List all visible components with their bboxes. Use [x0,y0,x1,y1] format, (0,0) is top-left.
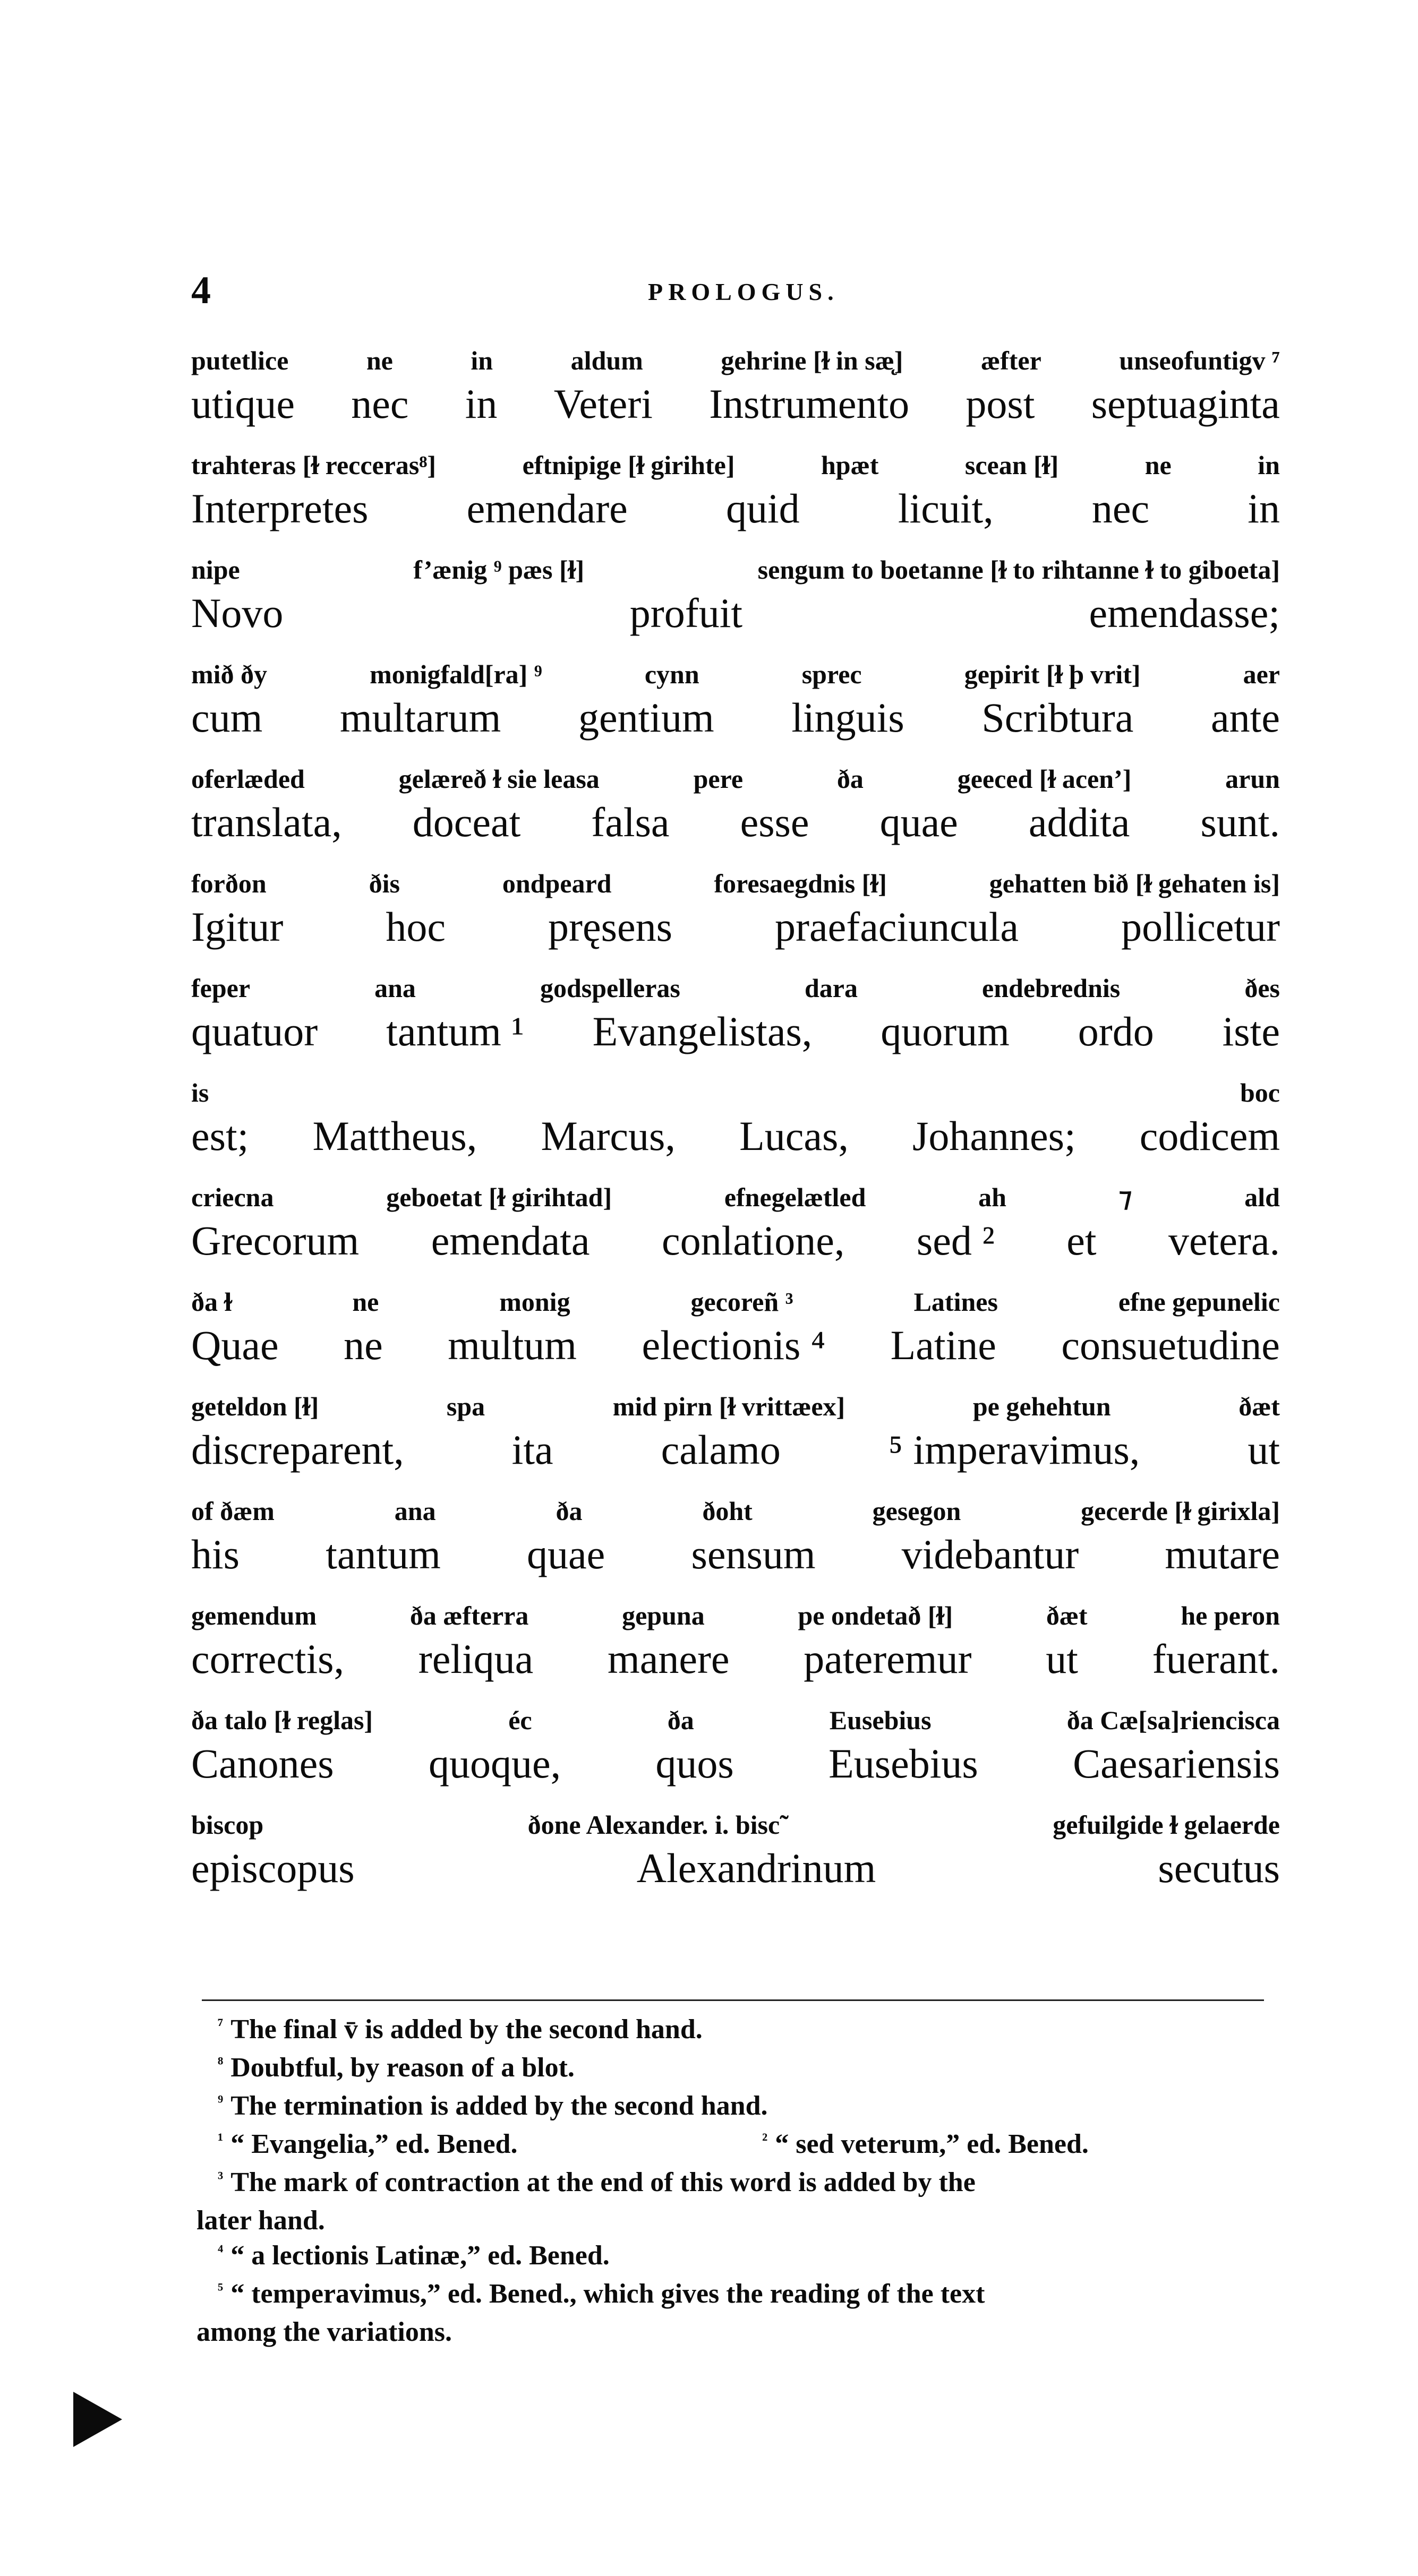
footnote-rule [202,1999,1264,2001]
interlinear-pair [191,973,1280,1074]
gloss-word: gehatten bið [ɫ gehaten is] [989,869,1280,898]
interlinear-pair [191,763,1280,864]
gloss-word: pe ondetað [ɫ] [798,1601,953,1630]
gloss-word: forðon [191,869,267,898]
gloss-word: of ðæm [191,1496,275,1526]
latin-word: Quae [191,1322,279,1368]
footnote-mark: ¹ [218,2130,224,2150]
gloss-word: in [471,346,493,375]
gloss-word: geboetat [ɫ girihtad] [386,1182,612,1212]
latin-word: gentium [578,694,714,741]
latin-word: videbantur [901,1531,1079,1577]
gloss-word: monigfald[ra] ⁹ [370,659,542,689]
gloss-word: cynn [644,659,699,689]
latin-word: est; [191,1113,249,1159]
gloss-word: criecna [191,1182,274,1212]
gloss-word: scean [ɫ] [964,450,1059,480]
gloss-word: ne [366,346,393,375]
interlinear-pair [191,1391,1280,1492]
footnote-row [197,2127,1285,2165]
gloss-word: putetlice [191,346,289,375]
latin-word: vetera. [1168,1217,1280,1264]
gloss-word: spa [446,1392,485,1421]
footnote-mark: ⁸ [218,2054,224,2073]
gloss-word: trahteras [ɫ recceras⁸] [191,450,437,480]
latin-word: et [1066,1217,1097,1264]
gloss-word: ne [352,1287,379,1317]
latin-text-line [191,1321,1280,1375]
gloss-word: gelæreð ɫ sie leasa [398,764,600,794]
footnote-mark: ⁵ [218,2280,224,2299]
latin-word: multarum [340,694,501,741]
latin-word: Lucas, [739,1113,849,1159]
latin-word: Johannes; [912,1113,1076,1159]
gloss-word: ne [1144,450,1172,480]
latin-word: quae [879,799,958,845]
footnote-text: The termination is added by the second hand. [230,2091,768,2121]
footnote-continuation: among the variations. [197,2317,452,2347]
footnote-mark: ² [762,2130,768,2150]
interlinear-pair [191,1809,1280,1910]
latin-text-line [191,485,1280,538]
gloss-word: ða [836,764,864,794]
gloss-word: boc [1240,1078,1280,1107]
latin-word: translata, [191,799,342,845]
interlinear-pair [191,1077,1280,1178]
gloss-word: godspelleras [540,973,680,1003]
latin-word: Igitur [191,904,284,950]
interlinear-pair [191,345,1280,446]
latin-word: quae [527,1531,605,1577]
latin-word: conlatione, [662,1217,845,1264]
footnote-continuation: later hand. [197,2205,325,2236]
old-english-gloss-line [191,1600,1280,1633]
gloss-word: æfter [981,346,1041,375]
latin-word: Interpretes [191,485,369,531]
latin-text-line [191,1844,1280,1897]
footnote-text: “ a lectionis Latinæ,” ed. Bened. [230,2240,610,2271]
old-english-gloss-line [191,450,1280,483]
latin-word: ante [1211,694,1280,741]
gloss-word: feper [191,973,251,1003]
latin-word: ne [344,1322,383,1368]
latin-text-line [191,1426,1280,1479]
latin-word: Caesariensis [1073,1740,1280,1787]
interlinear-pair [191,1182,1280,1283]
latin-word: tantum ¹ [386,1008,524,1054]
gloss-word: pe gehehtun [972,1392,1111,1421]
interlinear-pair [191,659,1280,760]
footnote-mark: ⁴ [218,2242,224,2261]
latin-word: nec [1091,485,1150,531]
footnote [197,2238,1285,2277]
old-english-gloss-line [191,973,1280,1006]
latin-word: ita [511,1427,553,1473]
footnote-text: “ Evangelia,” ed. Bened. [230,2129,518,2159]
old-english-gloss-line [191,1286,1280,1319]
latin-word: cum [191,694,263,741]
gloss-word: ða [667,1705,694,1735]
gloss-word: efne gepunelic [1118,1287,1280,1317]
latin-word: Canones [191,1740,334,1787]
latin-word: manere [608,1636,730,1682]
gloss-word: dara [804,973,858,1003]
gloss-word: gemendum [191,1601,317,1630]
gloss-word: ða æfterra [409,1601,529,1630]
latin-word: fuerant. [1152,1636,1280,1682]
interlinear-pair [191,450,1280,551]
gloss-word: Eusebius [829,1705,932,1735]
latin-word: septuaginta [1091,381,1280,427]
gloss-word: is [191,1078,209,1107]
gloss-word: ana [394,1496,436,1526]
latin-text-line [191,1531,1280,1584]
gloss-word: pere [693,764,744,794]
footnote-text: “ temperavimus,” ed. Bened., which gives the reading of the text [230,2279,985,2309]
latin-word: ⁵ imperavimus, [888,1427,1140,1473]
gloss-word: ða talo [ɫ reglas] [191,1705,373,1735]
interlinear-pair [191,1496,1280,1596]
latin-word: quorum [881,1008,1010,1054]
gloss-word: aldum [570,346,643,375]
latin-word: falsa [591,799,670,845]
latin-word: Marcus, [541,1113,676,1159]
gloss-word: aer [1243,659,1280,689]
latin-word: linguis [791,694,904,741]
latin-text-line [191,798,1280,852]
latin-text-line [191,903,1280,956]
pointing-hand-icon [73,2392,122,2447]
latin-word: Latine [890,1322,996,1368]
latin-word: profuit [629,590,743,636]
footnote [197,2012,1285,2050]
latin-text-line [191,1008,1280,1061]
interlinear-pair [191,554,1280,655]
gloss-word: sprec [801,659,862,689]
gloss-word: efnegelætled [724,1182,866,1212]
latin-text-line [191,694,1280,747]
latin-word: ut [1046,1636,1078,1682]
latin-word: licuit, [898,485,994,531]
latin-word: ordo [1078,1008,1154,1054]
latin-word: post [966,381,1035,427]
gloss-word: gepuna [622,1601,705,1630]
page-header [0,268,1418,311]
latin-word: Grecorum [191,1217,360,1264]
footnote-text: Doubtful, by reason of a blot. [230,2053,575,2083]
footnote [197,2165,1285,2203]
old-english-gloss-line [191,763,1280,796]
latin-word: discreparent, [191,1427,404,1473]
latin-word: in [1248,485,1280,531]
latin-word: codicem [1139,1113,1280,1159]
gloss-word: gecerde [ɫ girixla] [1081,1496,1280,1526]
gloss-word: ða [556,1496,583,1526]
gloss-word: ðæt [1238,1392,1280,1421]
gloss-word: geteldon [ɫ] [191,1392,319,1421]
latin-word: quatuor [191,1008,318,1054]
gloss-word: oferlæded [191,764,305,794]
footnote-mark: ⁹ [218,2092,224,2111]
latin-text-line [191,1217,1280,1270]
latin-word: electionis ⁴ [642,1322,826,1368]
latin-word: Alexandrinum [636,1845,876,1891]
latin-word: quoque, [428,1740,561,1787]
latin-word: ut [1248,1427,1280,1473]
footnotes [197,2012,1285,2350]
gloss-word: monig [499,1287,570,1317]
page-number: 4 [191,269,211,312]
latin-word: in [465,381,498,427]
latin-word: consuetudine [1061,1322,1280,1368]
gloss-word: ðone Alexander. i. bisc˜ [527,1810,789,1840]
old-english-gloss-line [191,1809,1280,1842]
latin-word: esse [740,799,809,845]
latin-text-line [191,1740,1280,1793]
gloss-word: gehrine [ɫ in sæ̨] [721,346,903,375]
old-english-gloss-line [191,1077,1280,1110]
old-english-gloss-line [191,659,1280,692]
latin-word: Veteri [553,381,653,427]
latin-word: quos [655,1740,734,1787]
footnote [197,2127,741,2165]
gloss-word: gecoreñ ³ [690,1287,793,1317]
latin-word: hoc [386,904,446,950]
interlinear-pair [191,1600,1280,1701]
footnote-mark: ⁷ [218,2015,224,2035]
latin-word: quid [726,485,800,531]
gloss-word: gepirit [ɫ þ vrit] [964,659,1141,689]
gloss-word: f’ænig ⁹ pæs [ɫ] [413,555,585,585]
latin-word: emendare [466,485,628,531]
gloss-word: he peron [1181,1601,1280,1630]
latin-word: tantum [326,1531,441,1577]
latin-word: correctis, [191,1636,345,1682]
gloss-word: mid pirn [ɫ vrittæex] [612,1392,845,1421]
footnote-text: “ sed veterum,” ed. Bened. [775,2129,1089,2159]
latin-word: utique [191,381,295,427]
old-english-gloss-line [191,1391,1280,1424]
latin-word: nec [351,381,409,427]
latin-word: reliqua [418,1636,534,1682]
latin-word: multum [448,1322,577,1368]
latin-word: iste [1222,1008,1280,1054]
gloss-word: ald [1244,1182,1280,1212]
gloss-word: ana [374,973,416,1003]
gloss-word: Latines [913,1287,998,1317]
gloss-word: unseofuntigv ⁷ [1119,346,1280,375]
latin-word: sensum [691,1531,816,1577]
latin-word: Eusebius [828,1740,978,1787]
gloss-word: éc [508,1705,532,1735]
gloss-word: gefuilgide ɫ gelaerde [1053,1810,1280,1840]
gloss-word: nipe [191,555,240,585]
latin-word: sed ² [916,1217,995,1264]
latin-word: pollicetur [1121,904,1280,950]
latin-word: Instrumento [709,381,910,427]
gloss-word: ðes [1244,973,1280,1003]
gloss-word: endebrednis [982,973,1121,1003]
footnote [197,2089,1285,2127]
latin-word: emendata [431,1217,590,1264]
latin-word: emendasse; [1089,590,1280,636]
footnote-mark: ³ [218,2168,224,2188]
gloss-word: gesegon [872,1496,961,1526]
latin-word: pręsens [548,904,672,950]
gloss-word: hpæt [821,450,879,480]
gloss-word: foresaegdnis [ɫ] [714,869,887,898]
old-english-gloss-line [191,868,1280,901]
latin-word: secutus [1158,1845,1280,1891]
latin-word: pateremur [804,1636,972,1682]
gloss-word: sengum to boetanne [ɫ to rihtanne ɫ to giboeta] [757,555,1280,585]
gloss-word: ða Cæ[sa]riencisca [1066,1705,1280,1735]
gloss-word: ah [978,1182,1006,1212]
old-english-gloss-line [191,1496,1280,1529]
interlinear-pair [191,868,1280,969]
latin-text-line [191,1635,1280,1688]
latin-word: doceat [412,799,521,845]
footnote [197,2277,1285,2315]
latin-word: Scribtura [981,694,1134,741]
gloss-word: eftnipige [ɫ girihte] [522,450,735,480]
gloss-word: ðis [369,869,400,898]
latin-word: sunt. [1200,799,1280,845]
gloss-word: mið ðy [191,659,268,689]
gloss-word: ⁊ [1118,1182,1132,1212]
interlinear-pair [191,1705,1280,1806]
interlinear-pair [191,1286,1280,1387]
latin-text-line [191,1112,1280,1165]
latin-word: episcopus [191,1845,355,1891]
gloss-word: ðoht [702,1496,753,1526]
latin-word: mutare [1165,1531,1280,1577]
footnote-text: The final v̄ is added by the second hand. [230,2014,703,2045]
latin-word: his [191,1531,240,1577]
old-english-gloss-line [191,345,1280,378]
gloss-word: biscop [191,1810,264,1840]
footnote-text: The mark of contraction at the end of this word is added by the [230,2167,976,2197]
running-head: PROLOGUS. [648,278,839,305]
latin-text-line [191,380,1280,433]
gloss-word: ðæt [1046,1601,1088,1630]
gloss-word: ondpeard [502,869,612,898]
old-english-gloss-line [191,1182,1280,1215]
latin-word: Mattheus, [312,1113,477,1159]
latin-word: praefaciuncula [775,904,1019,950]
old-english-gloss-line [191,554,1280,587]
gloss-word: arun [1225,764,1280,794]
latin-word: Evangelistas, [592,1008,813,1054]
gloss-word: geeced [ɫ acen’] [957,764,1132,794]
gloss-word: in [1258,450,1280,480]
latin-word: calamo [661,1427,781,1473]
latin-word: Novo [191,590,284,636]
footnote [197,2050,1285,2089]
latin-word: addita [1028,799,1130,845]
latin-text-line [191,589,1280,642]
old-english-gloss-line [191,1705,1280,1738]
gloss-word: ða ɫ [191,1287,232,1317]
footnote [741,2127,1285,2165]
